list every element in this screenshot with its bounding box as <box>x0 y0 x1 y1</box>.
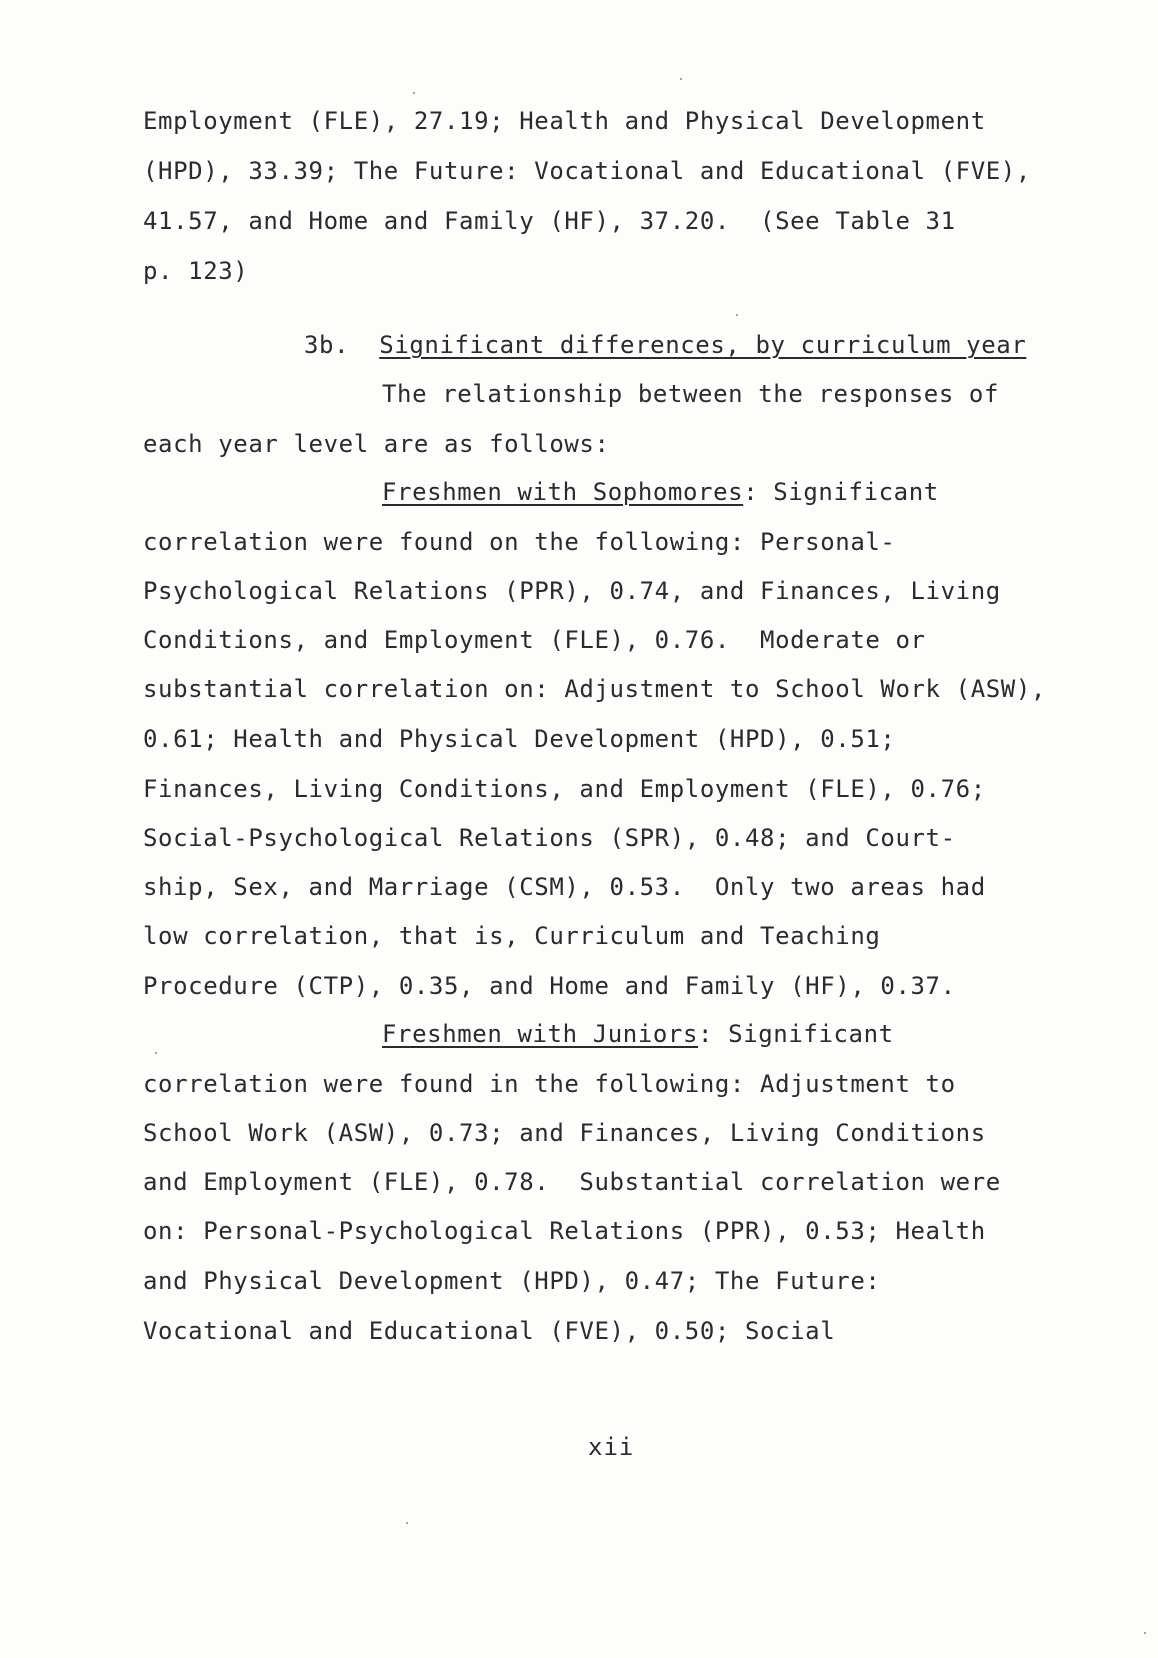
scan-speck <box>406 1522 408 1524</box>
section-heading <box>304 330 1026 360</box>
text-line: School Work (ASW), 0.73; and Finances, Living Conditions <box>143 1119 986 1147</box>
text-line: on: Personal-Psychological Relations (PPR), 0.53; Health <box>143 1217 986 1245</box>
text-line: and Employment (FLE), 0.78. Substantial correlation were <box>143 1168 1001 1196</box>
scan-speck <box>736 314 738 316</box>
subsection-lead-rest: : Significant <box>698 1020 894 1048</box>
text-line: The relationship between the responses of <box>382 380 1000 408</box>
text-line: Social-Psychological Relations (SPR), 0.48; and Court- <box>143 824 956 852</box>
scan-speck <box>413 92 415 94</box>
subsection-lead-rest: : Significant <box>743 478 939 506</box>
text-line: (HPD), 33.39; The Future: Vocational and Educational (FVE), <box>143 157 1031 185</box>
text-line: 0.61; Health and Physical Development (HPD), 0.51; <box>143 725 896 753</box>
text-line: Employment (FLE), 27.19; Health and Physical Development <box>143 107 986 135</box>
text-line: and Physical Development (HPD), 0.47; The Future: <box>143 1267 881 1295</box>
text-line: Conditions, and Employment (FLE), 0.76. Moderate or <box>143 626 926 654</box>
text-line: p. 123) <box>143 257 249 285</box>
section-number: 3b. <box>304 331 350 359</box>
scan-speck <box>680 78 682 80</box>
text-line: correlation were found in the following: Adjustment to <box>143 1070 956 1098</box>
text-line: 41.57, and Home and Family (HF), 37.20. (See Table 31 <box>143 207 956 235</box>
subsection-lead-line <box>382 1019 894 1049</box>
text-line: Psychological Relations (PPR), 0.74, and Finances, Living <box>143 577 1001 605</box>
scan-speck <box>155 1052 157 1054</box>
text-line: substantial correlation on: Adjustment to School Work (ASW), <box>143 675 1046 703</box>
subsection-lead-line <box>382 477 939 507</box>
text-line: correlation were found on the following: Personal- <box>143 528 896 556</box>
text-line: low correlation, that is, Curriculum and Teaching <box>143 922 881 950</box>
page-number: xii <box>588 1433 635 1461</box>
scan-speck <box>1144 1632 1146 1634</box>
section-title: Significant differences, by curriculum year <box>379 331 1027 359</box>
text-line: Vocational and Educational (FVE), 0.50; Social <box>143 1317 836 1345</box>
subsection-label: Freshmen with Sophomores <box>382 478 744 506</box>
text-line: Procedure (CTP), 0.35, and Home and Family (HF), 0.37. <box>143 972 956 1000</box>
text-line: ship, Sex, and Marriage (CSM), 0.53. Only two areas had <box>143 873 986 901</box>
text-line: Finances, Living Conditions, and Employment (FLE), 0.76; <box>143 775 986 803</box>
text-line: each year level are as follows: <box>143 430 610 458</box>
subsection-label: Freshmen with Juniors <box>382 1020 699 1048</box>
